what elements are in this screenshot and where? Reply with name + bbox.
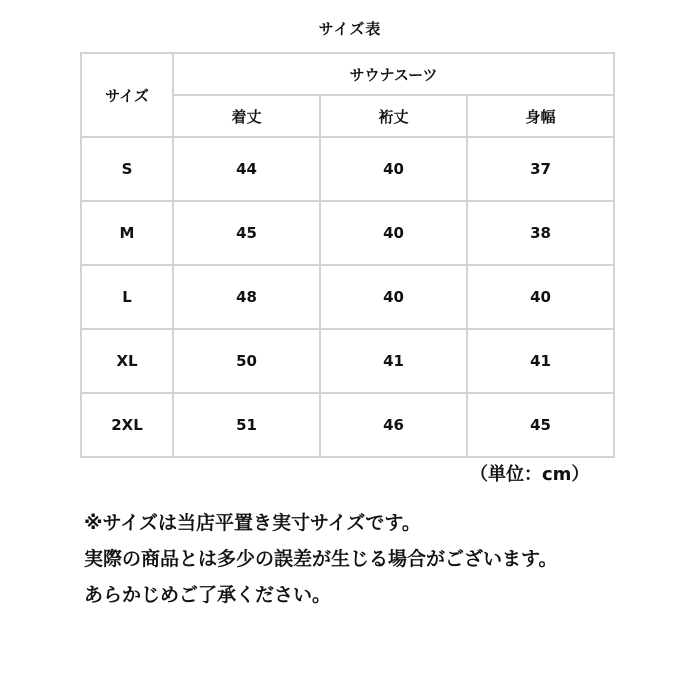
table-row [81,265,614,329]
value-cell: 40 [320,201,467,265]
note-line: ※サイズは当店平置き実寸サイズです。 [84,512,421,534]
table-row [81,137,614,201]
product-group-header: サウナスーツ [173,53,614,95]
value-cell: 48 [173,265,320,329]
value-cell: 50 [173,329,320,393]
value-cell: 41 [467,329,614,393]
table-header-row [81,53,614,95]
table-row [81,393,614,457]
value-cell: 40 [320,265,467,329]
value-cell: 46 [320,393,467,457]
size-cell: 2XL [81,393,173,457]
table-row [81,329,614,393]
size-cell: S [81,137,173,201]
column-header-sleeve: 裄丈 [320,95,467,137]
value-cell: 45 [467,393,614,457]
note-line: 実際の商品とは多少の誤差が生じる場合がございます。 [84,548,558,570]
size-cell: M [81,201,173,265]
notes-block [84,505,557,613]
note-line: あらかじめご了承ください。 [84,584,332,606]
value-cell: 37 [467,137,614,201]
table-row [81,201,614,265]
value-cell: 41 [320,329,467,393]
unit-note: （単位：cm） [470,464,590,485]
value-cell: 51 [173,393,320,457]
size-cell: XL [81,329,173,393]
size-table [80,52,615,458]
column-header-length: 着丈 [173,95,320,137]
size-cell: L [81,265,173,329]
column-header-width: 身幅 [467,95,614,137]
value-cell: 38 [467,201,614,265]
page-title: サイズ表 [318,20,382,38]
value-cell: 40 [320,137,467,201]
value-cell: 40 [467,265,614,329]
value-cell: 44 [173,137,320,201]
value-cell: 45 [173,201,320,265]
size-column-header: サイズ [81,53,173,137]
